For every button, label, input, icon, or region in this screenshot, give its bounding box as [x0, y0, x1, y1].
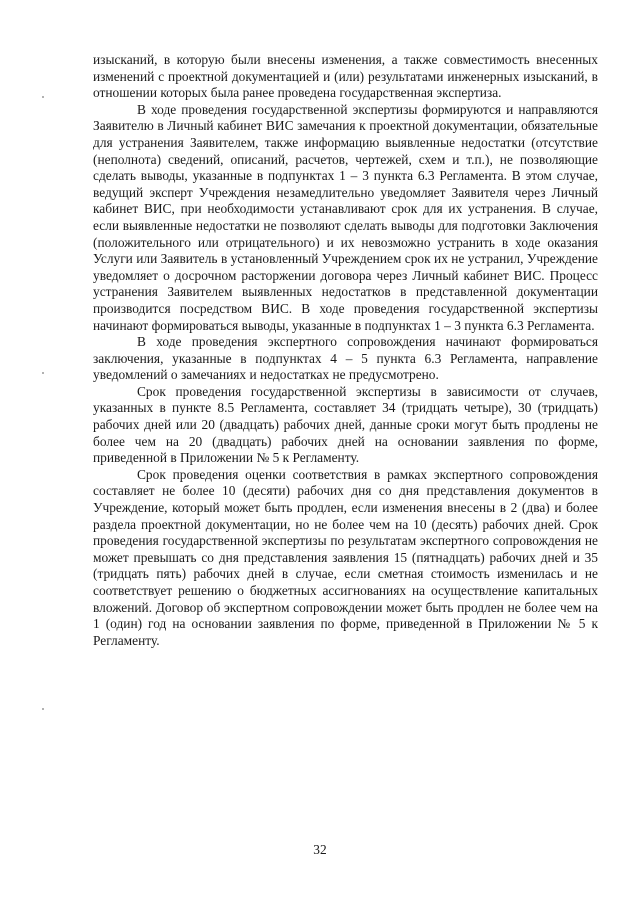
- body-text: [93, 52, 598, 649]
- paragraph-expert-support: В ходе проведения экспертного сопровождения начинают формироваться заключения, указанные в подпунктах 4 – 5 пункта 6.3 Регламента, направление уведомлений о замечаниях и недостатках не предусмотрено.: [93, 334, 598, 383]
- paragraph-state-expertise-remarks: В ходе проведения государственной экспертизы формируются и направляются Заявителю в Личный кабинет ВИС замечания к проектной документации, обязательные для устранения Заявителем, также информацию выявленные недостатки (отсутствие (неполнота) сведений, описаний, расчетов, чертежей, схем и т.п.), не позволяющие сделать выводы, указанные в подпунктах 1 – 3 пункта 6.3 Регламента. В этом случае, ведущий эксперт Учреждения незамедлительно уведомляет Заявителя через Личный кабинет ВИС, при необходимости устанавливают срок для их устранения. В случае, если выявленные недостатки не позволяют сделать выводы для подготовки Заключения (положительного или отрицательного) и их невозможно устранить в ходе оказания Услуги или Заявитель в установленный Учреждением срок их не устранил, Учреждение уведомляет о досрочном расторжении договора через Личный кабинет ВИС. Процесс устранения Заявителем выявленных недостатков в представленной документации производится посредством ВИС. В ходе проведения государственной экспертизы начинают формироваться выводы, указанные в подпунктах 1 – 3 пункта 6.3 Регламента.: [93, 101, 598, 333]
- paragraph-support-term: Срок проведения оценки соответствия в рамках экспертного сопровождения составляет не более 10 (десяти) рабочих дня со дня представления документов в Учреждение, который может быть продлен, если изменения внесены в 2 (два) и более раздела проектной документации, но не более чем на 10 (десять) рабочих дней. Срок проведения государственной экспертизы по результатам экспертного сопровождения не может превышать со дня представления заявления 15 (пятнадцать) рабочих дней и 35 (тридцать пять) рабочих дней в случае, если сметная стоимость изменилась и не соответствует решению о бюджетных ассигнованиях на осуществление капитальных вложений. Договор об экспертном сопровождении может быть продлен не более чем на 1 (один) год на основании заявления по форме, приведенной в Приложении № 5 к Регламенту.: [93, 466, 598, 648]
- paragraph-expertise-term: Срок проведения государственной экспертизы в зависимости от случаев, указанных в пункте 8.5 Регламента, составляет 34 (тридцать четыре), 30 (тридцать) рабочих дней или 20 (двадцать) рабочих дней, данные сроки могут быть продлены не более чем на 20 (двадцать) рабочих дней на основании заявления по форме, приведенной в Приложении № 5 к Регламенту.: [93, 383, 598, 466]
- scan-speck: [42, 372, 44, 374]
- paragraph-continuation: изысканий, в которую были внесены изменения, а также совместимость внесенных изменений с проектной документацией и (или) результатами инженерных изысканий, в отношении которых была ранее проведена государственная экспертиза.: [93, 52, 598, 101]
- scan-speck: [42, 708, 44, 710]
- page-number: 32: [313, 842, 327, 857]
- scan-speck: [42, 96, 44, 98]
